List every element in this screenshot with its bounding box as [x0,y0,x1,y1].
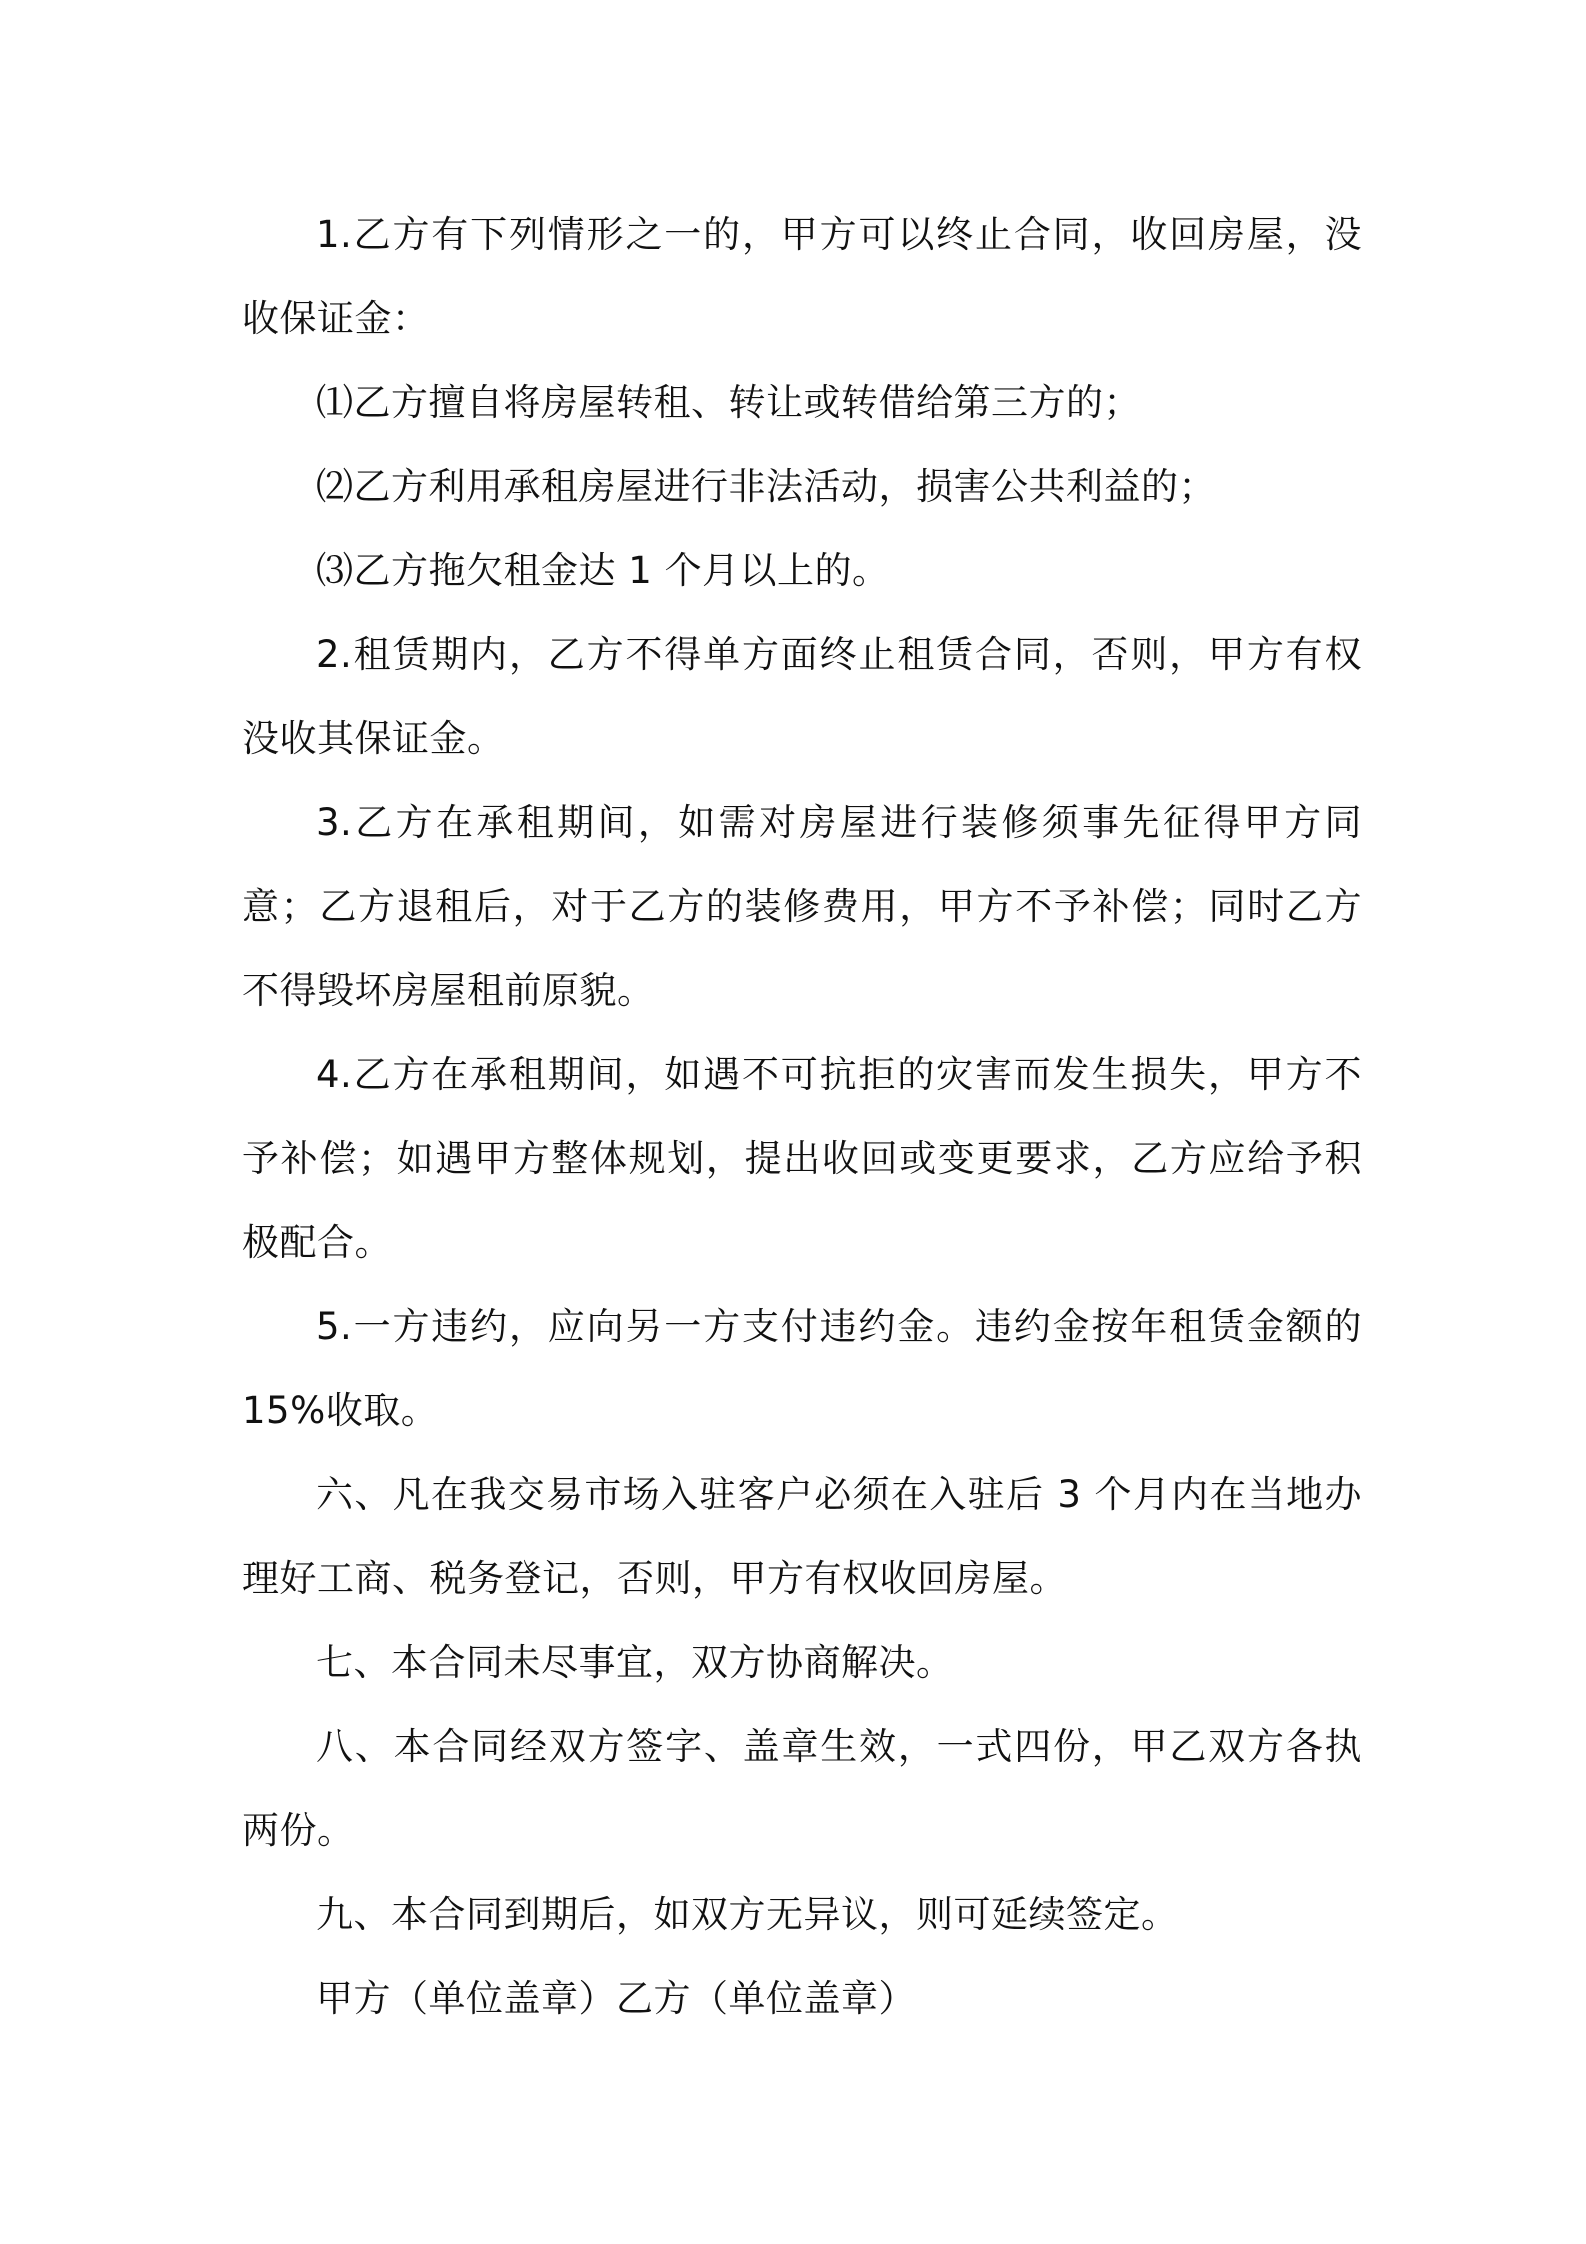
clause-1-item-3-rent-arrears: ⑶乙方拖欠租金达 1 个月以上的。 [316,549,890,592]
clause-1-termination-conditions: 1.乙方有下列情形之一的，甲方可以终止合同，收回房屋，没收保证金： [242,213,1362,340]
clause-1-item-2-illegal-activity: ⑵乙方利用承租房屋进行非法活动，损害公共利益的； [316,465,1216,508]
section-6-registration: 六、凡在我交易市场入驻客户必须在入驻后 3 个月内在当地办理好工商、税务登记，否则，甲方有权收回房屋。 [242,1473,1362,1600]
clause-5-penalty: 5.一方违约，应向另一方支付违约金。违约金按年租赁金额的 15%收取。 [242,1305,1362,1432]
section-7-unresolved-matters: 七、本合同未尽事宜，双方协商解决。 [316,1641,954,1684]
clause-4-force-majeure: 4.乙方在承租期间，如遇不可抗拒的灾害而发生损失，甲方不予补偿；如遇甲方整体规划，提出收回或变更要求，乙方应给予积极配合。 [242,1053,1362,1264]
document-body [242,193,1362,2041]
section-9-renewal: 九、本合同到期后，如双方无异议，则可延续签定。 [316,1893,1179,1936]
clause-1-item-1-sublet: ⑴乙方擅自将房屋转租、转让或转借给第三方的； [316,381,1141,424]
clause-3-renovation: 3.乙方在承租期间，如需对房屋进行装修须事先征得甲方同意；乙方退租后，对于乙方的装修费用，甲方不予补偿；同时乙方不得毁坏房屋租前原貌。 [242,801,1362,1012]
signature-line: 甲方（单位盖章）乙方（单位盖章） [316,1977,916,2020]
section-8-effectiveness: 八、本合同经双方签字、盖章生效，一式四份，甲乙双方各执两份。 [242,1725,1362,1852]
clause-2-early-termination: 2.租赁期内，乙方不得单方面终止租赁合同，否则，甲方有权没收其保证金。 [242,633,1362,760]
